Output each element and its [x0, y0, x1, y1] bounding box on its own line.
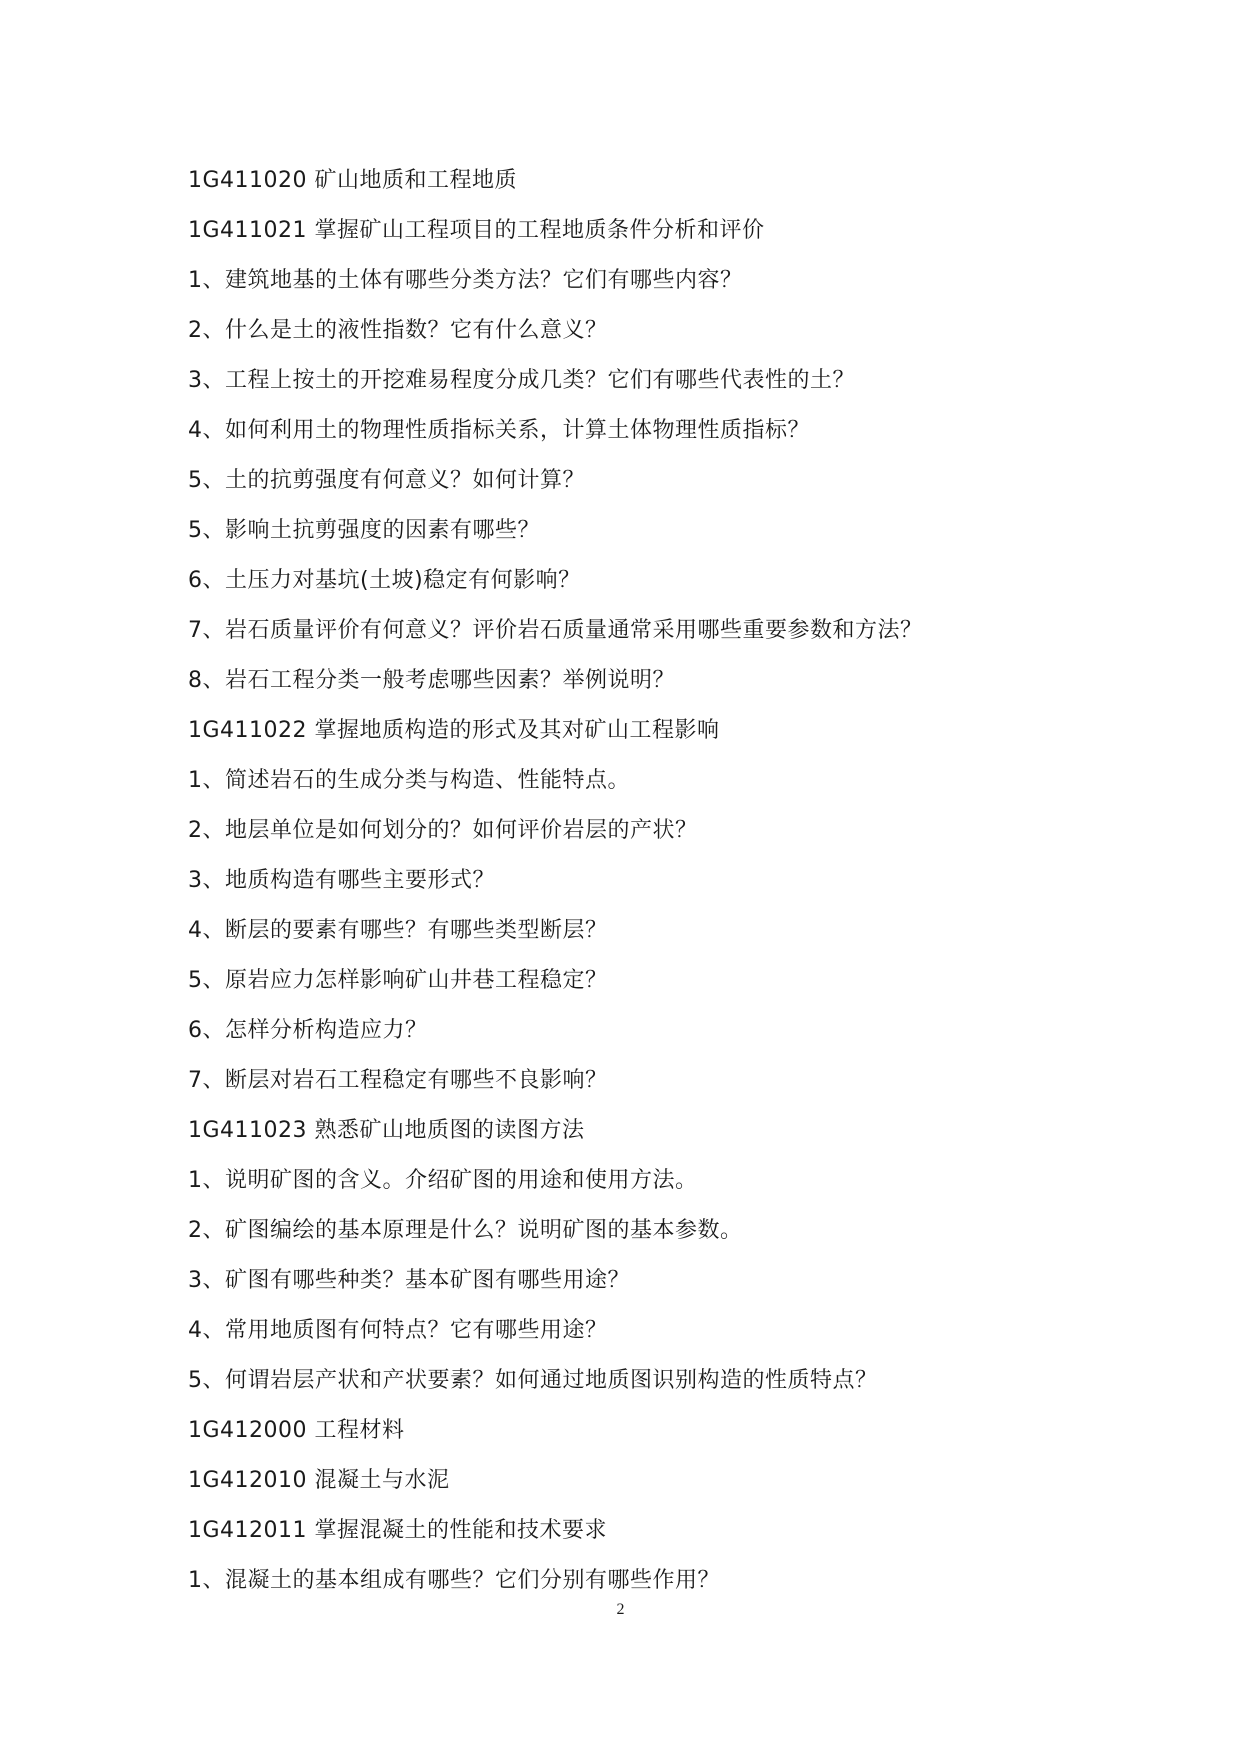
- question-item: 3、矿图有哪些种类？基本矿图有哪些用途？: [188, 1268, 630, 1293]
- question-item: 6、土压力对基坑(土坡)稳定有何影响？: [188, 568, 581, 593]
- section-heading: 1G412010 混凝土与水泥: [188, 1468, 450, 1493]
- question-item: 5、何谓岩层产状和产状要素？如何通过地质图识别构造的性质特点？: [188, 1368, 878, 1393]
- section-heading: 1G411021 掌握矿山工程项目的工程地质条件分析和评价: [188, 218, 765, 243]
- question-item: 5、土的抗剪强度有何意义？如何计算？: [188, 468, 585, 493]
- question-item: 4、断层的要素有哪些？有哪些类型断层？: [188, 918, 608, 943]
- question-item: 8、岩石工程分类一般考虑哪些因素？举例说明？: [188, 668, 675, 693]
- page-number: 2: [616, 1601, 625, 1618]
- section-heading: 1G412000 工程材料: [188, 1418, 405, 1443]
- question-item: 6、怎样分析构造应力？: [188, 1018, 428, 1043]
- question-item: 1、混凝土的基本组成有哪些？它们分别有哪些作用？: [188, 1568, 720, 1593]
- question-item: 2、地层单位是如何划分的？如何评价岩层的产状？: [188, 818, 698, 843]
- question-item: 3、地质构造有哪些主要形式？: [188, 868, 495, 893]
- section-heading: 1G411023 熟悉矿山地质图的读图方法: [188, 1118, 585, 1143]
- question-item: 3、工程上按土的开挖难易程度分成几类？它们有哪些代表性的土？: [188, 368, 855, 393]
- section-heading: 1G412011 掌握混凝土的性能和技术要求: [188, 1518, 608, 1543]
- document-body: [188, 160, 1088, 1610]
- question-item: 1、说明矿图的含义。介绍矿图的用途和使用方法。: [188, 1168, 698, 1193]
- question-item: 5、原岩应力怎样影响矿山井巷工程稳定？: [188, 968, 608, 993]
- question-item: 5、影响土抗剪强度的因素有哪些？: [188, 518, 540, 543]
- question-item: 7、岩石质量评价有何意义？评价岩石质量通常采用哪些重要参数和方法？: [188, 618, 923, 643]
- question-item: 7、断层对岩石工程稳定有哪些不良影响？: [188, 1068, 608, 1093]
- question-item: 4、常用地质图有何特点？它有哪些用途？: [188, 1318, 608, 1343]
- section-heading: 1G411022 掌握地质构造的形式及其对矿山工程影响: [188, 718, 720, 743]
- question-item: 4、如何利用土的物理性质指标关系，计算土体物理性质指标？: [188, 418, 810, 443]
- question-item: 2、什么是土的液性指数？它有什么意义？: [188, 318, 608, 343]
- section-heading: 1G411020 矿山地质和工程地质: [188, 168, 518, 193]
- question-item: 1、简述岩石的生成分类与构造、性能特点。: [188, 768, 630, 793]
- question-item: 1、建筑地基的土体有哪些分类方法？它们有哪些内容？: [188, 268, 743, 293]
- question-item: 2、矿图编绘的基本原理是什么？说明矿图的基本参数。: [188, 1218, 743, 1243]
